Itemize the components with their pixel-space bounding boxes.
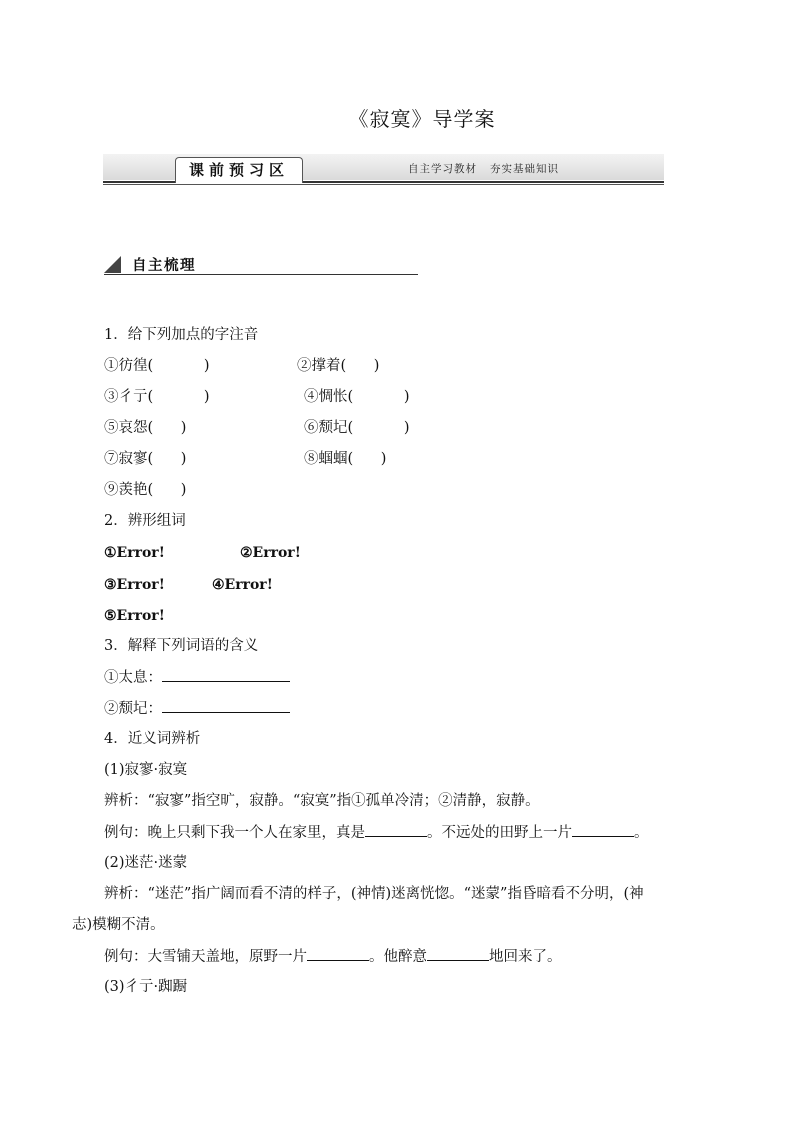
q4-analysis: 辨析：“寂寥”指空旷，寂静。“寂寞”指①孤单冷清；②清静，寂静。 xyxy=(104,793,540,809)
q1-item: ⑦寂寥( ) xyxy=(104,451,187,467)
banner-rule-thin xyxy=(103,184,664,185)
answer-blank[interactable] xyxy=(307,946,369,961)
q2-heading: 2．辨形组词 xyxy=(104,513,186,529)
section-banner xyxy=(103,154,664,184)
q4-analysis-cont: 志)模糊不清。 xyxy=(72,917,165,933)
q1-item: ⑥颓圮( ) xyxy=(304,420,410,436)
q3-term: ②颓圮： xyxy=(104,701,162,717)
q4-part-title: (3)彳亍·踟蹰 xyxy=(104,979,188,995)
answer-blank[interactable] xyxy=(162,698,290,713)
example-text: 例句：大雪铺天盖地，原野一片 xyxy=(104,949,307,965)
q1-item: ⑨羡艳( ) xyxy=(104,482,187,498)
example-text: 。不远处的田野上一片 xyxy=(427,825,572,841)
q4-analysis: 辨析：“迷茫”指广阔而看不清的样子，(神情)迷离恍惚。“迷蒙”指昏暗看不分明，(神 xyxy=(104,886,644,902)
q3-heading: 3．解释下列词语的含义 xyxy=(104,638,259,654)
q1-item: ③彳亍( ) xyxy=(104,389,210,405)
q4-part-title: (2)迷茫·迷蒙 xyxy=(104,855,188,871)
q1-item: ②撑着( ) xyxy=(297,358,380,374)
q1-item: ⑧蝈蝈( ) xyxy=(304,451,387,467)
banner-tab-label: 课前预习区 xyxy=(175,157,303,183)
section-underline xyxy=(104,274,418,275)
q1-item: ①彷徨( ) xyxy=(104,358,210,374)
q2-item: ③Error! xyxy=(104,577,165,593)
answer-blank[interactable] xyxy=(427,946,489,961)
q2-item: ⑤Error! xyxy=(104,608,165,624)
q2-item: ④Error! xyxy=(212,577,273,593)
q4-example xyxy=(104,946,562,967)
triangle-marker-icon xyxy=(104,256,121,273)
q1-heading: 1．给下列加点的字注音 xyxy=(104,327,259,343)
answer-blank[interactable] xyxy=(572,822,634,837)
q4-example xyxy=(104,822,649,843)
example-text: 。 xyxy=(634,825,649,841)
q4-part-title: (1)寂寥·寂寞 xyxy=(104,762,188,778)
q3-item xyxy=(104,667,290,688)
q2-item: ①Error! xyxy=(104,545,165,561)
q3-item xyxy=(104,698,290,719)
q1-item: ⑤哀怨( ) xyxy=(104,420,187,436)
example-text: 例句：晚上只剩下我一个人在家里，真是 xyxy=(104,825,365,841)
section-header xyxy=(104,254,418,276)
example-text: 地回来了。 xyxy=(489,949,562,965)
answer-blank[interactable] xyxy=(162,667,290,682)
q3-term: ①太息： xyxy=(104,670,162,686)
q1-item: ④惆怅( ) xyxy=(304,389,410,405)
q2-item: ②Error! xyxy=(240,545,301,561)
q4-heading: 4．近义词辨析 xyxy=(104,731,201,747)
example-text: 。他醉意 xyxy=(369,949,427,965)
document-title: 《寂寞》导学案 xyxy=(348,107,496,131)
answer-blank[interactable] xyxy=(365,822,427,837)
banner-slogan: 自主学习教材 夯实基础知识 xyxy=(408,163,560,175)
section-label: 自主梳理 xyxy=(132,258,196,274)
